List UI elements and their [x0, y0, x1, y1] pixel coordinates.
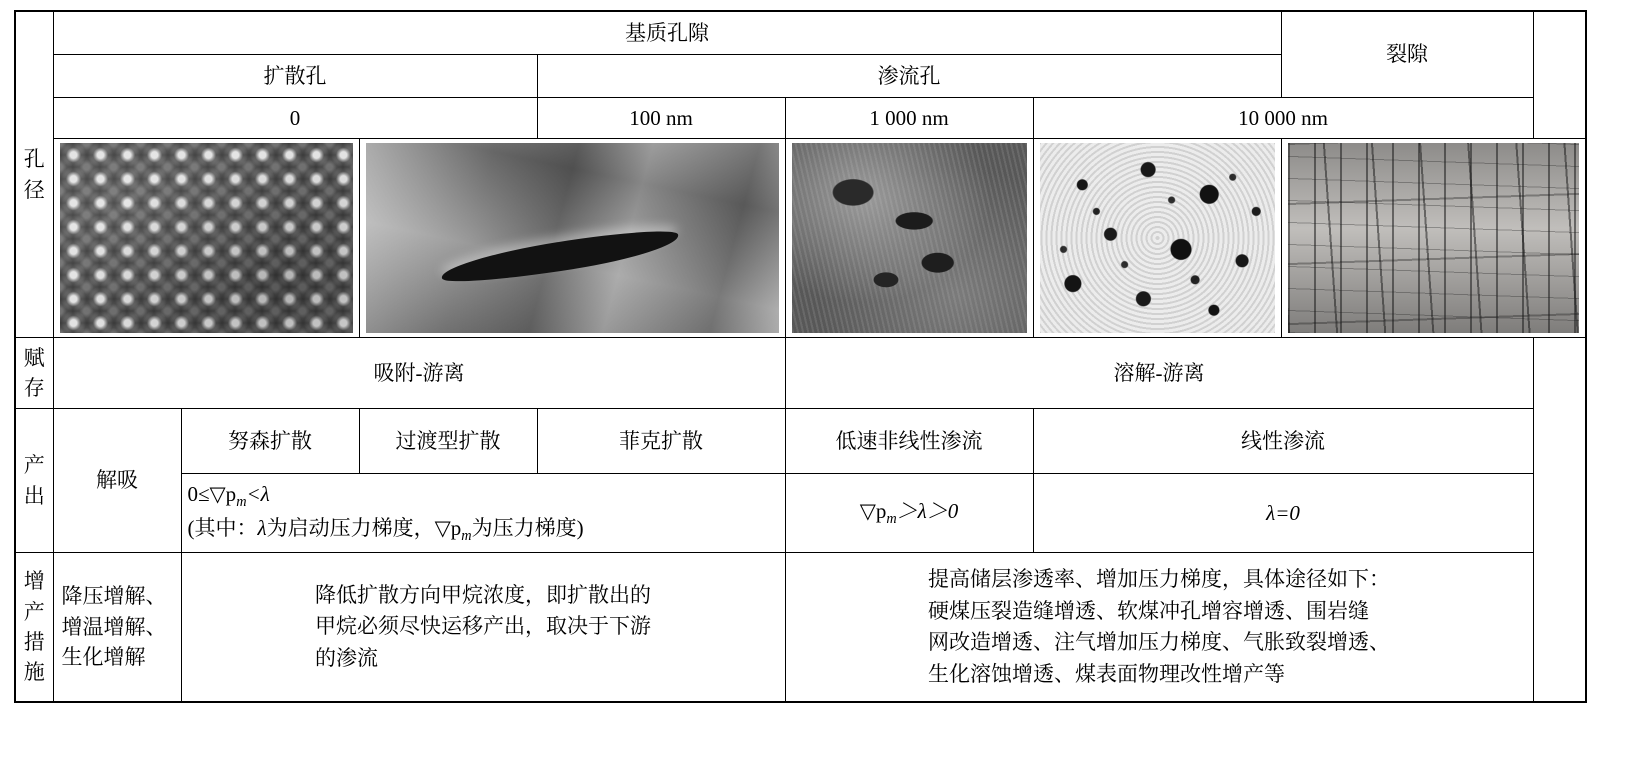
production-linear-seepage: 线性渗流: [1033, 409, 1533, 474]
formula-diffusion-line-1: $0\le▽p_m<\lambda$: [187, 482, 270, 511]
header-diffusion-pore: 扩散孔: [53, 55, 537, 98]
row-label-line: 赋: [23, 345, 45, 370]
table-row: [15, 139, 1586, 338]
row-label-line: 增: [23, 569, 45, 594]
header-matrix-pore: 基质孔隙: [53, 11, 1281, 55]
header-seepage-pore: 渗流孔: [537, 55, 1281, 98]
stimulation-line: 增温增解、: [61, 614, 167, 639]
row-label-pore-diameter: [15, 11, 53, 338]
production-desorption: 解吸: [53, 409, 181, 553]
micrograph-cell-seepage: [785, 139, 1033, 338]
row-label-line: 产: [23, 453, 45, 478]
row-label-line: 措: [23, 630, 45, 654]
row-label-line: 孔: [23, 147, 45, 172]
table-row: [15, 338, 1586, 409]
stimulation-diffusion-measures: [181, 553, 785, 703]
scale-label-10000nm: 10 000 nm: [1033, 98, 1533, 139]
stimulation-desorption-enhancement: [53, 553, 181, 703]
stimulation-line: 的渗流: [315, 645, 378, 670]
vug-pore-thin-section: [1040, 143, 1275, 333]
occurrence-adsorption-free: 吸附-游离: [53, 338, 785, 409]
row-label-occurrence: [15, 338, 53, 409]
table-row: [15, 474, 1586, 553]
production-transition-diffusion: 过渡型扩散: [359, 409, 537, 474]
lattice-nanopore-sem: [60, 143, 353, 333]
formula-nonlinear-seepage: $▽p_m>\lambda>0$: [785, 474, 1033, 553]
row-label-line: 施: [23, 660, 45, 685]
occurrence-dissolved-free: 溶解-游离: [785, 338, 1533, 409]
row-label-line: 产: [23, 599, 45, 624]
row-label-line: 存: [23, 376, 45, 400]
fracture-surface-sem: [366, 143, 779, 333]
stimulation-line: 降低扩散方向甲烷浓度，即扩散出的: [315, 582, 651, 607]
row-label-line: 出: [23, 483, 45, 508]
stimulation-line: 硬煤压裂造缝增透、软煤冲孔增容增透、围岩缝: [928, 598, 1370, 623]
header-fracture: 裂隙: [1281, 11, 1533, 98]
micrograph-cell-lattice: [53, 139, 359, 338]
micrograph-cell-outcrop: [1281, 139, 1586, 338]
scale-label-start: 0: [53, 98, 537, 139]
coal-pore-classification-table: [14, 10, 1587, 703]
production-low-velocity-nonlinear-seepage: 低速非线性渗流: [785, 409, 1033, 474]
table-row: [15, 553, 1586, 703]
row-label-production: [15, 409, 53, 553]
table-page: [0, 10, 1649, 772]
stimulation-line: 甲烷必须尽快运移产出，取决于下游: [315, 614, 651, 639]
coal-fracture-outcrop: [1288, 143, 1579, 333]
formula-diffusion-line-2: (其中：λ为启动压力梯度，$▽p_m$为压力梯度): [187, 516, 584, 545]
stimulation-line: 网改造增透、注气增加压力梯度、气胀致裂增透、: [928, 630, 1391, 654]
stimulation-line: 降压增解、: [61, 584, 167, 609]
row-label-stimulation: [15, 553, 53, 703]
stimulation-seepage-measures: [785, 553, 1533, 703]
stimulation-line: 生化溶蚀增透、煤表面物理改性增产等: [928, 661, 1286, 686]
table-row: [15, 409, 1586, 474]
row-label-line: 径: [23, 177, 45, 202]
formula-linear-seepage: λ=0: [1033, 474, 1533, 553]
formula-diffusion: [181, 474, 785, 553]
micrograph-cell-fracture-surface: [359, 139, 785, 338]
production-fick-diffusion: 菲克扩散: [537, 409, 785, 474]
production-knudsen-diffusion: 努森扩散: [181, 409, 359, 474]
seepage-pore-sem: [792, 143, 1027, 333]
stimulation-line: 生化增解: [61, 645, 146, 670]
stimulation-line: 提高储层渗透率、增加压力梯度，具体途径如下：: [928, 567, 1391, 591]
scale-label-1000nm: 1 000 nm: [785, 98, 1033, 139]
table-row: [15, 98, 1586, 139]
scale-label-100nm: 100 nm: [537, 98, 785, 139]
table-row: [15, 11, 1586, 55]
micrograph-cell-vugs: [1033, 139, 1281, 338]
